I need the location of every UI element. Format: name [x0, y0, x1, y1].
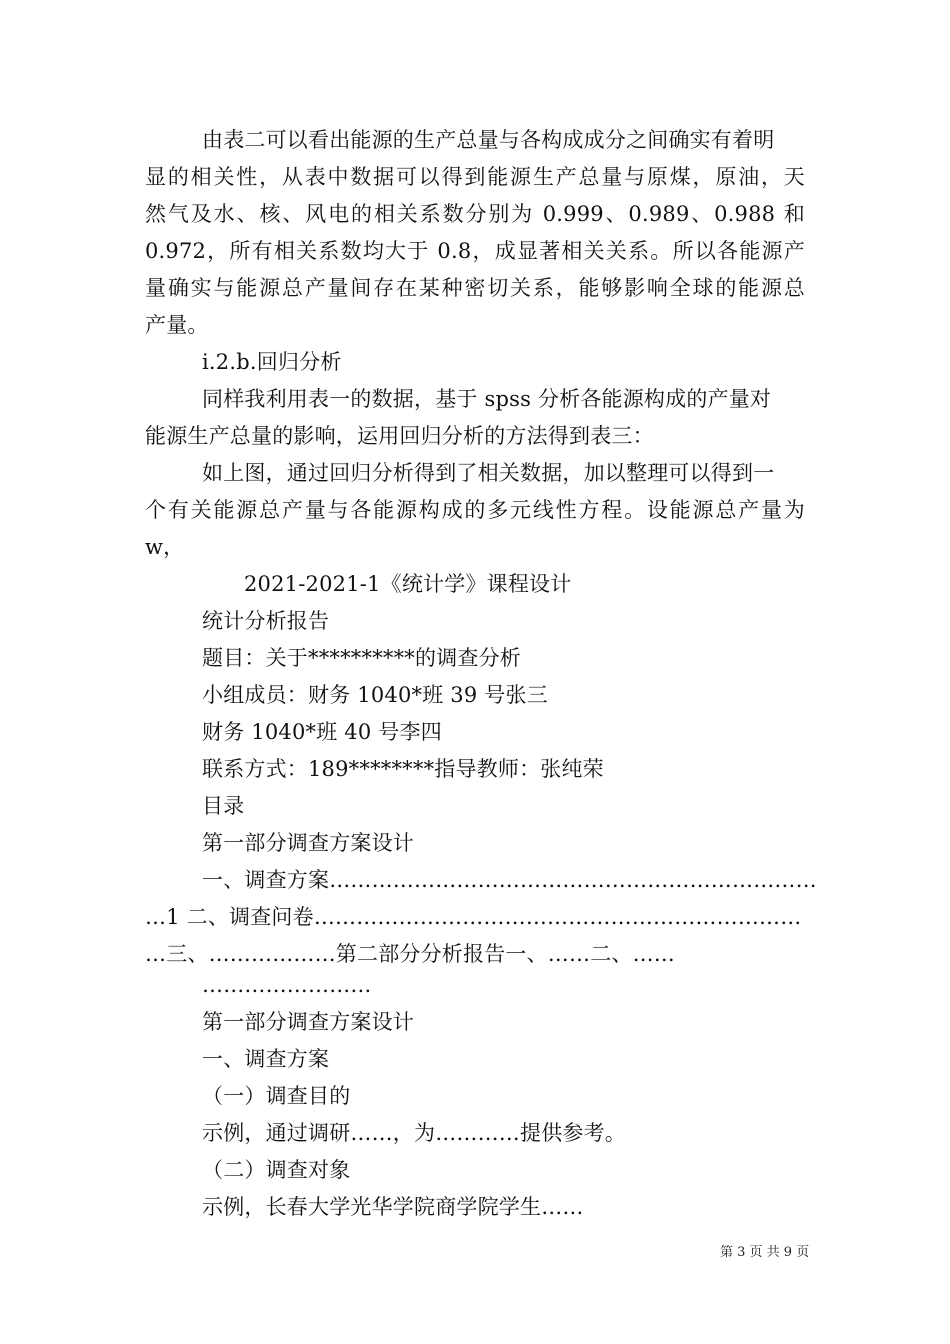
toc-line3: …三、………………第二部分分析报告一、……二、…… [145, 942, 675, 966]
section1-heading: 一、调查方案 [202, 1047, 330, 1071]
subsection1-text: 示例，通过调研……，为…………提供参考。 [202, 1121, 626, 1145]
group-members-2: 财务 1040*班 40 号李四 [202, 720, 442, 744]
subsection2-heading: （二）调查对象 [202, 1158, 351, 1182]
para2-line1: 同样我利用表一的数据，基于 spss 分析各能源构成的产量对 [202, 387, 772, 411]
para1-line4: 0.972，所有相关系数均大于 0.8，成显著相关关系。所以各能源产 [145, 239, 805, 263]
group-members-1: 小组成员：财务 1040*班 39 号张三 [202, 683, 548, 707]
report-title: 统计分析报告 [202, 609, 330, 633]
page-number-footer: 第 3 页 共 9 页 [720, 1245, 810, 1260]
subsection2-text: 示例，长春大学光华学院商学院学生…… [202, 1195, 584, 1219]
para1-line6: 产量。 [145, 313, 209, 337]
contact-info: 联系方式：189********指导教师：张纯荣 [202, 757, 604, 781]
part1-heading: 第一部分调查方案设计 [202, 1010, 414, 1034]
para2-line2: 能源生产总量的影响，运用回归分析的方法得到表三： [145, 424, 654, 448]
para1-line5: 量确实与能源总产量间存在某种密切关系，能够影响全球的能源总 [145, 276, 805, 300]
toc-line1: 一、调查方案…………………………………………………………… [202, 868, 817, 892]
toc-line4: …………………… [202, 973, 372, 997]
para1-line3: 然气及水、核、风电的相关系数分别为 0.999、0.989、0.988 和 [145, 202, 805, 226]
para3-line3: w， [145, 535, 185, 559]
section-heading-regression: i.2.b.回归分析 [202, 350, 342, 374]
para3-line1: 如上图，通过回归分析得到了相关数据，加以整理可以得到一 [202, 461, 775, 485]
para1-line2: 显的相关性，从表中数据可以得到能源生产总量与原煤，原油，天 [145, 165, 805, 189]
subsection1-heading: （一）调查目的 [202, 1084, 351, 1108]
toc-part1: 第一部分调查方案设计 [202, 831, 414, 855]
course-title: 2021-2021-1《统计学》课程设计 [244, 572, 572, 596]
para1-line1: 由表二可以看出能源的生产总量与各构成成分之间确实有着明 [202, 128, 775, 152]
toc-title: 目录 [202, 794, 245, 818]
toc-line2: …1 二、调查问卷…………………………………………………………… [145, 905, 802, 929]
report-topic: 题目：关于**********的调查分析 [202, 646, 521, 670]
para3-line2: 个有关能源总产量与各能源构成的多元线性方程。设能源总产量为 [145, 498, 805, 522]
